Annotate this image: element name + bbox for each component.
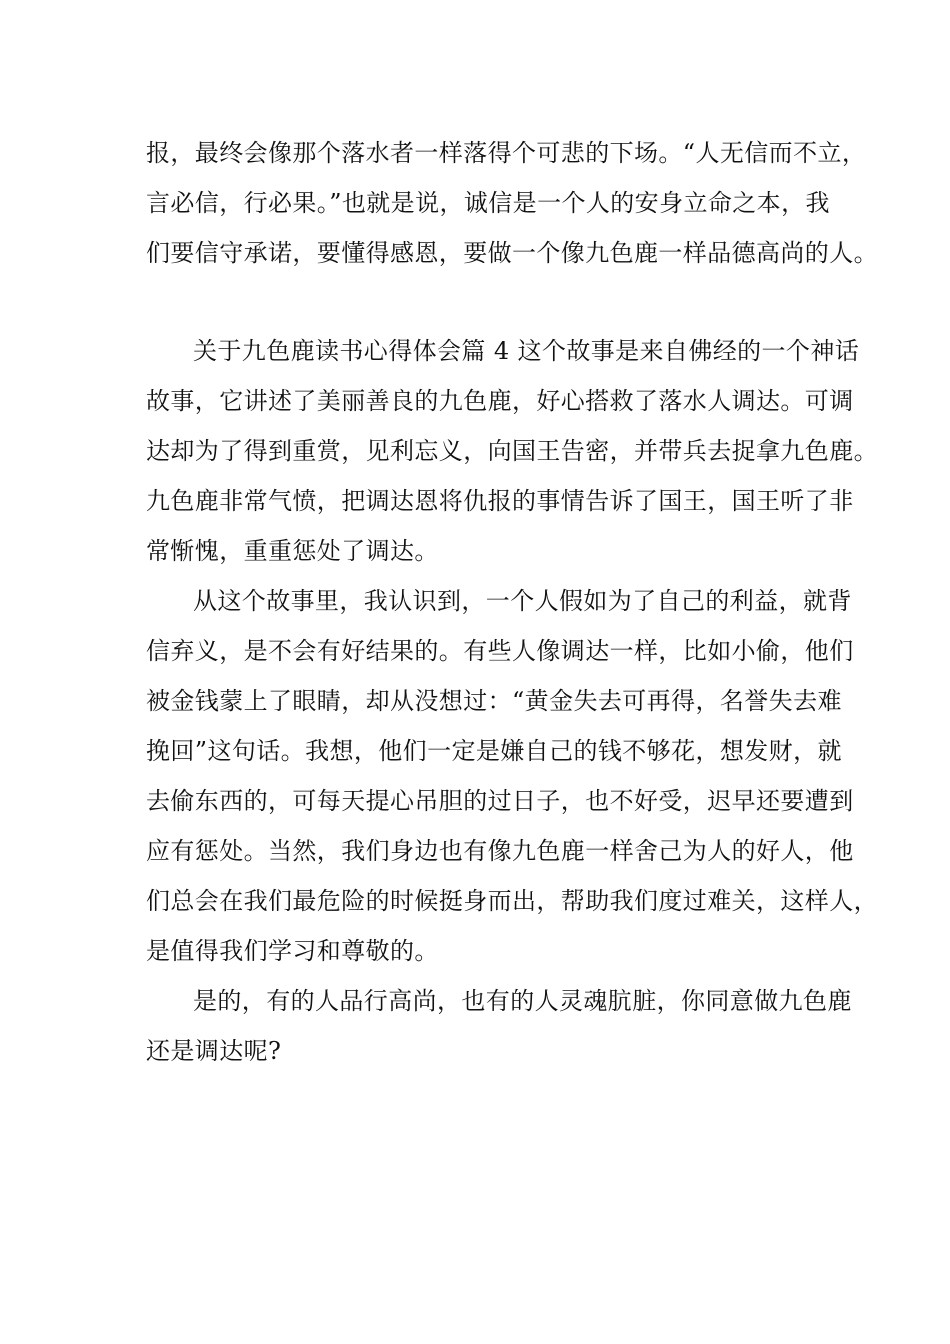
paragraph-1-line-2: 言必信，行必果。”也就是说，诚信是一个人的安身立命之本，我 — [146, 189, 830, 217]
paragraph-3-line-2: 信弃义，是不会有好结果的。有些人像调达一样，比如小偷，他们 — [146, 637, 854, 665]
paragraph-1-line-1: 报，最终会像那个落水者一样落得个可悲的下场。“人无信而不立， — [146, 139, 867, 167]
paragraph-3-line-1: 从这个故事里，我认识到，一个人假如为了自己的利益，就背 — [193, 587, 852, 615]
paragraph-3-line-8: 是值得我们学习和尊敬的。 — [146, 937, 439, 965]
paragraph-2-line-5: 常惭愧，重重惩处了调达。 — [146, 537, 439, 565]
paragraph-3-line-5: 去偷东西的，可每天提心吊胆的过日子，也不好受，迟早还要遭到 — [146, 787, 854, 815]
paragraph-3-line-4: 挽回”这句话。我想，他们一定是嫌自己的钱不够花，想发财，就 — [146, 737, 842, 765]
paragraph-3-line-6: 应有惩处。当然，我们身边也有像九色鹿一样舍己为人的好人，他 — [146, 837, 854, 865]
paragraph-2-line-3: 达却为了得到重赏，见利忘义，向国王告密，并带兵去捉拿九色鹿。 — [146, 437, 878, 465]
paragraph-3-line-3: 被金钱蒙上了眼睛，却从没想过：“黄金失去可再得，名誉失去难 — [146, 687, 842, 715]
paragraph-2-line-2: 故事，它讲述了美丽善良的九色鹿，好心搭救了落水人调达。可调 — [146, 387, 854, 415]
paragraph-2-line-1: 关于九色鹿读书心得体会篇 4 这个故事是来自佛经的一个神话 — [193, 337, 860, 365]
paragraph-3-line-7: 们总会在我们最危险的时候挺身而出，帮助我们度过难关，这样人， — [146, 887, 878, 915]
paragraph-4-line-2: 还是调达呢? — [146, 1037, 282, 1065]
paragraph-1-line-3: 们要信守承诺，要懂得感恩，要做一个像九色鹿一样品德高尚的人。 — [146, 239, 878, 267]
paragraph-2-line-4: 九色鹿非常气愤，把调达恩将仇报的事情告诉了国王，国王听了非 — [146, 487, 854, 515]
paragraph-4-line-1: 是的，有的人品行高尚，也有的人灵魂肮脏，你同意做九色鹿 — [193, 987, 852, 1015]
